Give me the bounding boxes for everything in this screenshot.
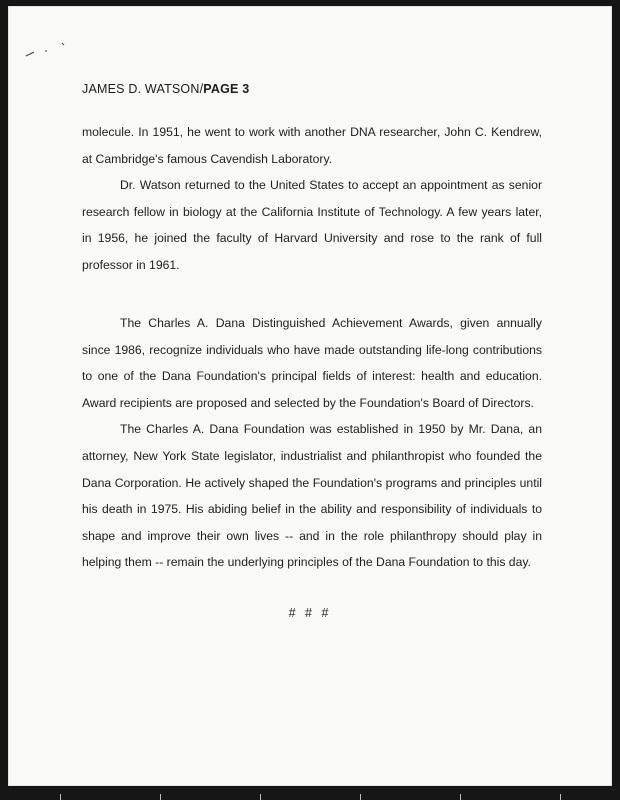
paragraph: Dr. Watson returned to the United States to accept an appointment as senior research fellow in biology at the California Institute of Technology. A few years later, in 1956, he joined the faculty of Harvard University and rose to the rank of full professor in 1961. [82, 178, 542, 272]
header-author: JAMES D. WATSON/ [82, 82, 204, 96]
ruler-tick [260, 794, 261, 800]
ruler-tick [460, 794, 461, 800]
paragraph: The Charles A. Dana Distinguished Achievement Awards, given annually since 1986, recognize individuals who have made outstanding life-long contributions to one of the Dana Foundation's principal fields of interest: health and education. Award recipients are proposed and selected by the Foundation's Board of Directors. [82, 316, 542, 410]
paragraph: The Charles A. Dana Foundation was established in 1950 by Mr. Dana, an attorney, New York State legislator, industrialist and philanthropist who founded the Dana Corporation. He actively shaped the Foundation's programs and principles until his death in 1975. His abiding belief in the ability and responsibility of individuals to shape and improve their own lives -- and in the role philanthropy should play in helping them -- remain the underlying principles of the Dana Foundation to this day. [82, 422, 542, 570]
ruler-tick [60, 794, 61, 800]
body-text-top [82, 119, 542, 279]
page-header [82, 82, 249, 96]
end-mark: # # # [288, 606, 332, 620]
scan-ruler [0, 786, 620, 800]
scan-speck-marks [24, 40, 68, 60]
ruler-tick [560, 794, 561, 800]
body-text-bottom [82, 310, 542, 576]
paragraph-continuation: molecule. In 1951, he went to work with another DNA researcher, John C. Kendrew, at Cambridge's famous Cavendish Laboratory. [82, 125, 542, 166]
ruler-tick [160, 794, 161, 800]
header-page-number: PAGE 3 [203, 82, 250, 96]
ruler-tick [360, 794, 361, 800]
